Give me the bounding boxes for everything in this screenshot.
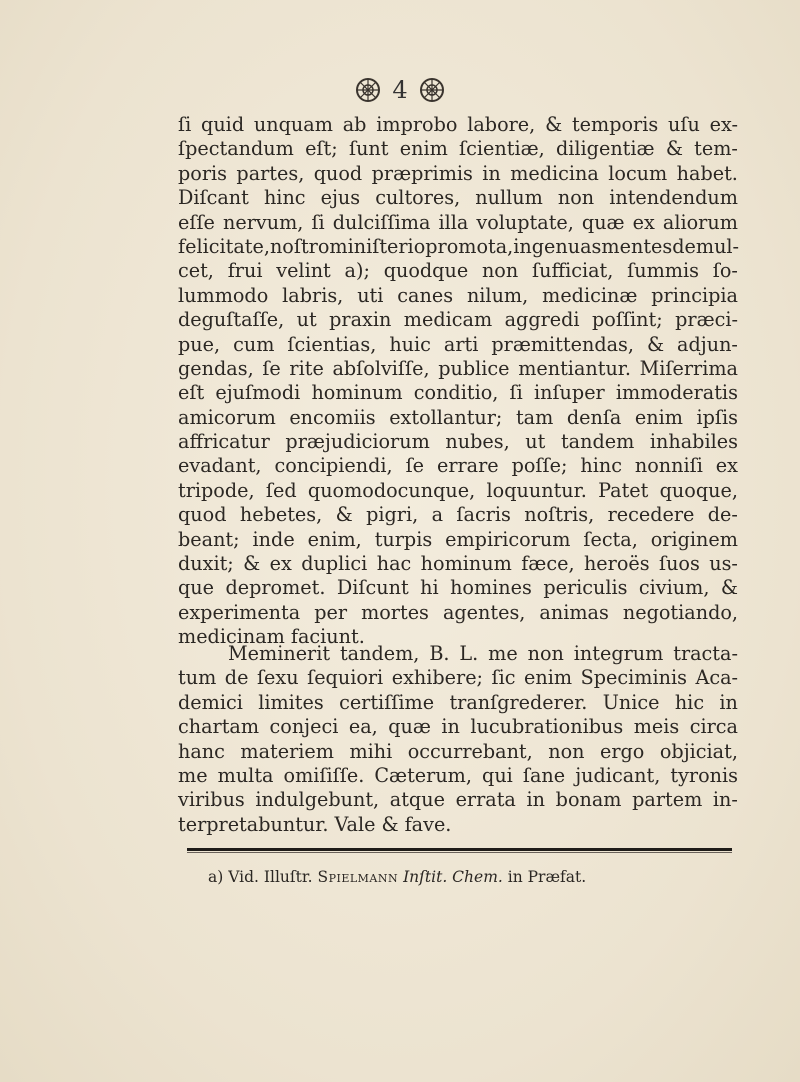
line-text: demici limites certiſſime tranſgrederer. Unice hic in <box>178 690 738 714</box>
text-line <box>178 186 738 210</box>
text-line <box>178 764 738 788</box>
page-header <box>0 70 800 110</box>
text-line <box>178 666 738 690</box>
text-line <box>178 552 738 576</box>
line-text: que depromet. Diſcunt hi homines periculis civium, & <box>178 576 738 600</box>
text-line <box>178 357 738 381</box>
text-line <box>178 430 738 454</box>
text-line <box>178 715 738 739</box>
line-text: poris partes, quod præprimis in medicina locum habet. <box>178 161 738 185</box>
footnote-prefix: Vid. Illuſtr. <box>228 868 313 886</box>
left-ornament-icon <box>354 76 382 104</box>
text-line <box>178 576 738 600</box>
line-text: lummodo labris, uti canes nilum, medicinæ principia <box>178 283 738 307</box>
footnote-suffix: in Præfat. <box>507 868 587 886</box>
text-line <box>178 691 738 715</box>
text-line <box>178 162 738 186</box>
footnote <box>208 868 586 886</box>
line-text: Diſcant hinc ejus cultores, nullum non intendendum <box>178 186 738 210</box>
footnote-rule-thin <box>187 852 732 853</box>
text-line <box>178 211 738 235</box>
line-text: deguſtaſſe, ut praxin medicam aggredi poſſint; præci- <box>178 308 738 332</box>
text-line <box>178 528 738 552</box>
line-text: me multa omiſiſſe. Cæterum, qui ſane judicant, tyronis <box>178 763 738 787</box>
line-text: pue, cum ſcientias, huic arti præmittendas, & adjun- <box>178 332 738 356</box>
text-line <box>178 503 738 527</box>
line-text: terpretabuntur. Vale & fave. <box>178 812 452 836</box>
line-text: tripode, ſed quomodocunque, loquuntur. Patet quoque, <box>178 478 738 502</box>
page-number: 4 <box>392 76 408 104</box>
footnote-rule <box>187 848 732 851</box>
text-line <box>178 813 738 837</box>
text-line <box>178 113 738 137</box>
text-line <box>178 308 738 332</box>
line-text: ſi quid unquam ab improbo labore, & temporis uſu ex- <box>178 113 738 136</box>
text-line <box>178 381 738 405</box>
text-line <box>178 259 738 283</box>
text-line <box>178 284 738 308</box>
text-line <box>178 235 738 259</box>
text-line <box>178 137 738 161</box>
line-text: felicitate, noſtro miniſterio promota, ingenuas mentes demul- <box>178 234 740 258</box>
line-text: experimenta per mortes agentes, animas negotiando, <box>178 600 738 624</box>
line-text: medicinam faciunt. <box>178 625 365 649</box>
line-text: chartam conjeci ea, quæ in lucubrationibus meis circa <box>178 715 738 739</box>
footnote-author: Spielmann <box>317 868 399 886</box>
line-text: duxit; & ex duplici hac hominum fæce, heroës ſuos us- <box>178 552 738 576</box>
text-line <box>178 479 738 503</box>
line-text: beant; inde enim, turpis empiricorum ſecta, originem <box>178 527 738 551</box>
line-text: gendas, ſe rite abſolviſſe, publice mentiantur. Miſerrima <box>178 356 738 380</box>
line-text: cet, frui velint a); quodque non ſufficiat, ſummis ſo- <box>178 259 738 283</box>
text-line <box>178 454 738 478</box>
footnote-marker: a) <box>208 868 224 886</box>
text-line <box>178 740 738 764</box>
line-text: evadant, concipiendi, ſe errare poſſe; hinc nonniſi ex <box>178 454 738 478</box>
text-line <box>178 406 738 430</box>
footnote-work: Inſtit. Chem. <box>403 868 503 886</box>
paragraph-1 <box>178 113 738 650</box>
text-line <box>178 642 738 666</box>
line-text: hanc materiem mihi occurrebant, non ergo objiciat, <box>178 739 738 763</box>
line-text: affricatur præjudiciorum nubes, ut tandem inhabiles <box>178 430 738 454</box>
line-text: tum de ſexu ſequiori exhibere; ſic enim Speciminis Aca- <box>178 666 738 690</box>
line-text: eſt ejuſmodi hominum conditio, ſi inſuper immoderatis <box>178 381 738 405</box>
right-ornament-icon <box>418 76 446 104</box>
text-line <box>178 333 738 357</box>
line-text: amicorum encomiis extollantur; tam denſa enim ipſis <box>178 405 738 429</box>
line-text: eſſe nervum, ſi dulciſſima illa voluptate, quæ ex aliorum <box>178 210 738 234</box>
line-text: quod hebetes, & pigri, a ſacris noſtris, recedere de- <box>178 503 738 527</box>
line-text: Meminerit tandem, B. L. me non integrum tracta- <box>228 642 738 665</box>
text-line <box>178 601 738 625</box>
line-text: viribus indulgebunt, atque errata in bonam partem in- <box>178 788 738 812</box>
paragraph-2 <box>178 642 738 837</box>
text-line <box>178 788 738 812</box>
line-text: ſpectandum eſt; ſunt enim ſcientiæ, diligentiæ & tem- <box>178 137 738 161</box>
